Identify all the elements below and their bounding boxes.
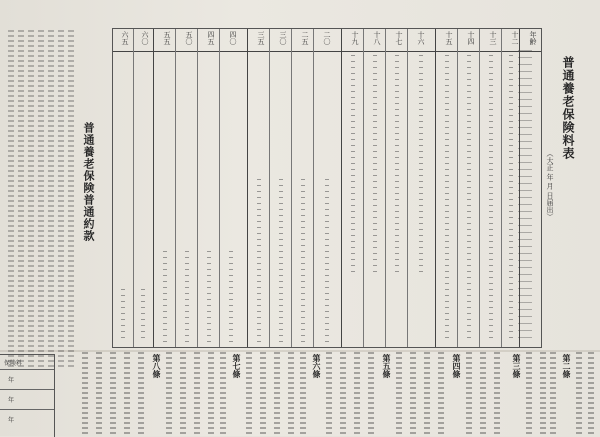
cell-values: [373, 55, 377, 275]
text-column: [38, 30, 44, 370]
text-column: [96, 352, 102, 436]
cell-values: [467, 55, 471, 343]
col-head: 十八: [373, 31, 381, 45]
section-head: 第五條: [382, 354, 392, 378]
col-head: 六五: [121, 31, 129, 45]
col-head: 二五: [301, 31, 309, 45]
table-rule: [341, 29, 342, 347]
clauses-title: 普通養老保険普通約款: [82, 122, 95, 242]
text-column: [588, 352, 594, 436]
table-rule: [175, 29, 176, 347]
col-head: 五五: [163, 31, 171, 45]
lower-clauses: [62, 352, 598, 436]
cell-values: [185, 251, 189, 343]
col-head: 四〇: [229, 31, 237, 45]
cell-values: [489, 55, 493, 343]
cell-values: [279, 179, 283, 343]
text-column: [246, 352, 252, 436]
table-rule: [291, 29, 292, 347]
text-column: [494, 352, 500, 436]
text-column: [424, 352, 430, 436]
text-column: [28, 30, 34, 370]
col-head: 三〇: [279, 31, 287, 45]
bottom-left-table: [0, 354, 55, 437]
text-column: [340, 352, 346, 436]
table-rule: [313, 29, 314, 347]
table-rule: [385, 29, 386, 347]
text-column: [300, 352, 306, 436]
premium-table-title: 普通養老保険料表: [561, 56, 575, 160]
text-column: [396, 352, 402, 436]
text-column: [68, 30, 74, 370]
table-rule: [0, 369, 54, 370]
cell-values: [163, 251, 167, 343]
text-column: [138, 352, 144, 436]
premium-table-note: （大正 年 月 日届出）: [546, 150, 554, 220]
text-column: [326, 352, 332, 436]
table-rule: [133, 29, 134, 347]
text-column: [274, 352, 280, 436]
bottom-table-header: 保険料: [4, 360, 23, 367]
table-rule: [0, 409, 54, 410]
table-rule: [153, 29, 154, 347]
text-column: [208, 352, 214, 436]
table-rule: [407, 29, 408, 347]
cell-values: [141, 289, 145, 343]
text-column: [180, 352, 186, 436]
table-rule: [479, 29, 480, 347]
col-head: 十五: [445, 31, 453, 45]
text-column: [540, 352, 546, 436]
table-rule: [501, 29, 502, 347]
cell-values: [419, 55, 423, 275]
section-head: 第二條: [562, 354, 572, 378]
col-head: 二〇: [323, 31, 331, 45]
section-head: 第四條: [452, 354, 462, 378]
col-head-age: 年齢: [529, 31, 537, 45]
premium-table: [112, 28, 542, 348]
cell-values: [301, 179, 305, 343]
text-column: [110, 352, 116, 436]
text-column: [438, 352, 444, 436]
table-rule: [197, 29, 198, 347]
section-head: 第七條: [232, 354, 242, 378]
age-column: [518, 50, 532, 340]
cell-values: [207, 251, 211, 343]
cell-values: [325, 179, 329, 343]
table-rule: [435, 29, 436, 347]
cell-values: [509, 55, 513, 343]
cell-values: [395, 55, 399, 275]
section-head: 第六條: [312, 354, 322, 378]
text-column: [354, 352, 360, 436]
text-column: [576, 352, 582, 436]
cell-values: [229, 251, 233, 343]
text-column: [288, 352, 294, 436]
cell-values: [445, 55, 449, 343]
text-column: [526, 352, 532, 436]
bottom-table-cell: 年: [8, 417, 15, 424]
bottom-table-cell: 年: [8, 377, 15, 384]
cell-values: [351, 55, 355, 275]
text-column: [18, 30, 24, 370]
col-head: 三五: [257, 31, 265, 45]
text-column: [480, 352, 486, 436]
col-head: 四五: [207, 31, 215, 45]
text-column: [166, 352, 172, 436]
text-column: [220, 352, 226, 436]
cell-values: [121, 289, 125, 343]
col-head: 十三: [489, 31, 497, 45]
table-rule: [457, 29, 458, 347]
col-head: 十六: [417, 31, 425, 45]
text-column: [368, 352, 374, 436]
table-rule: [363, 29, 364, 347]
section-head: 第八條: [152, 354, 162, 378]
col-head: 十四: [467, 31, 475, 45]
text-column: [410, 352, 416, 436]
table-rule: [269, 29, 270, 347]
text-column: [466, 352, 472, 436]
table-rule: [247, 29, 248, 347]
text-column: [82, 352, 88, 436]
table-rule: [0, 389, 54, 390]
col-head: 五〇: [185, 31, 193, 45]
cell-values: [257, 179, 261, 343]
table-rule: [219, 29, 220, 347]
text-column: [58, 30, 64, 370]
col-head: 十七: [395, 31, 403, 45]
col-head: 六〇: [141, 31, 149, 45]
col-head: 十二: [511, 31, 519, 45]
text-column: [260, 352, 266, 436]
col-head: 十九: [351, 31, 359, 45]
text-column: [124, 352, 130, 436]
text-column: [550, 352, 556, 436]
bottom-table-cell: 年: [8, 397, 15, 404]
section-head: 第三條: [512, 354, 522, 378]
text-column: [194, 352, 200, 436]
clauses-text: [8, 30, 100, 370]
text-column: [8, 30, 14, 370]
text-column: [48, 30, 54, 370]
